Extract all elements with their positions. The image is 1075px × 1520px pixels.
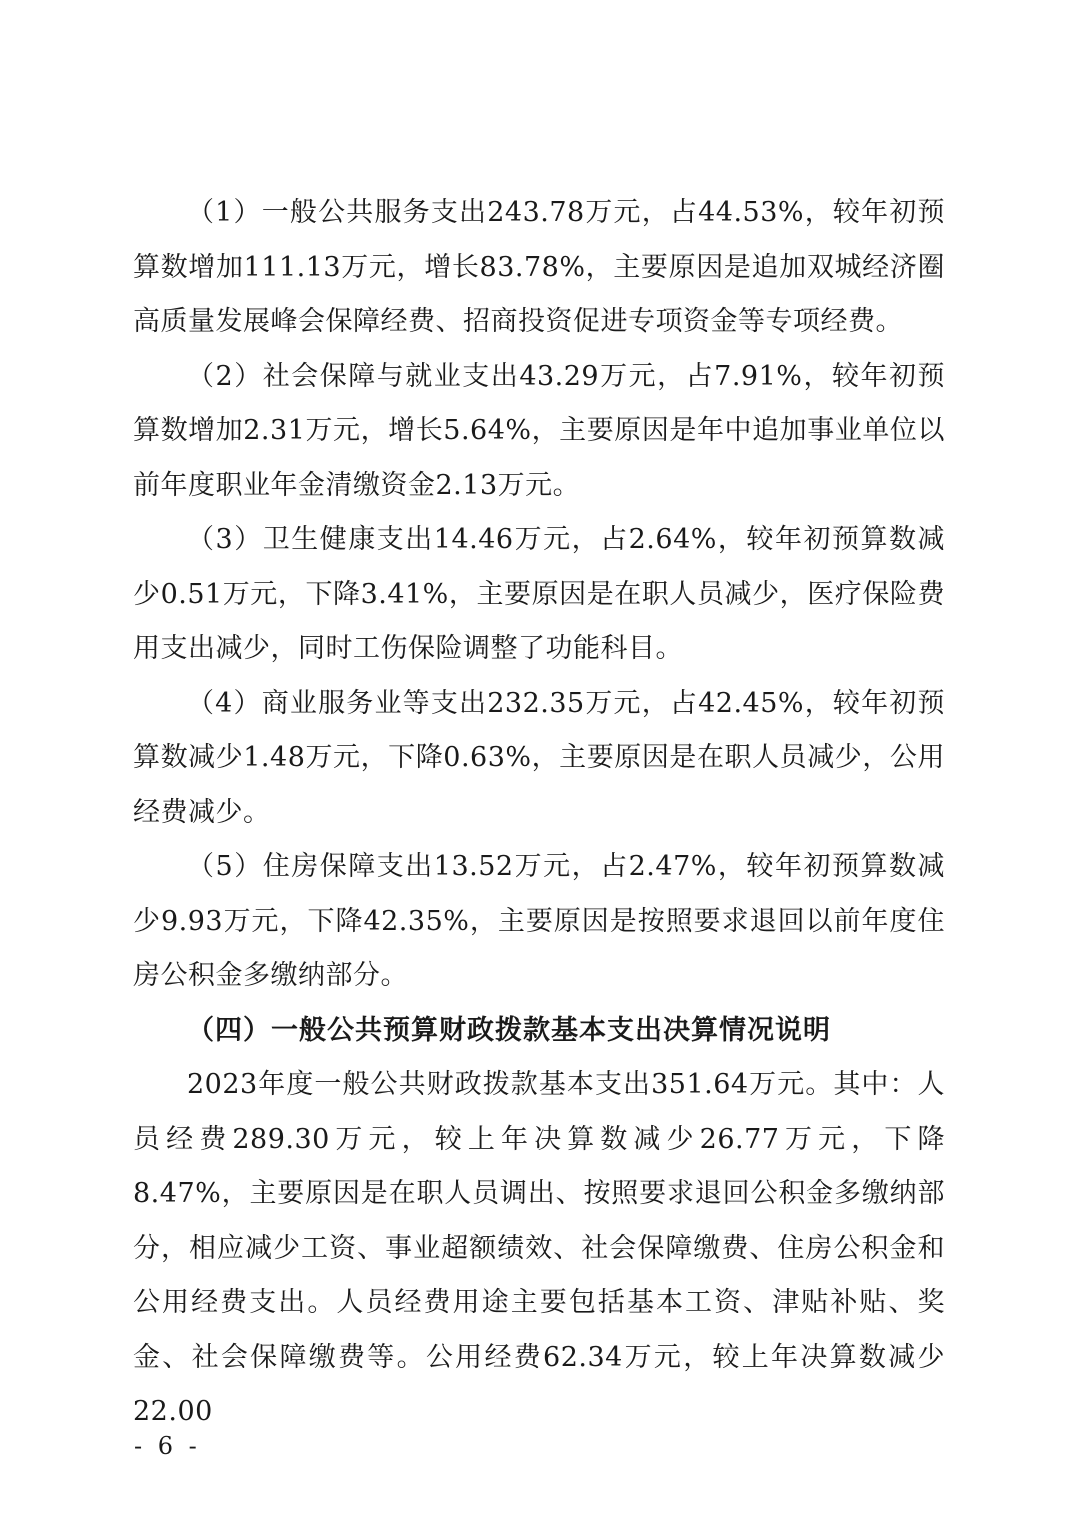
section-heading: （四）一般公共预算财政拨款基本支出决算情况说明 [187,1014,831,1046]
document-body [133,186,945,1440]
paragraph-housing: （5）住房保障支出13.52万元，占2.47%，较年初预算数减少9.93万元，下降42.35%，主要原因是按照要求退回以前年度住房公积金多缴纳部分。 [133,851,945,991]
paragraph-general-public-services: （1）一般公共服务支出243.78万元，占44.53%，较年初预算数增加111.13万元，增长83.78%，主要原因是追加双城经济圈高质量发展峰会保障经费、招商投资促进专项资金等专项经费。 [133,197,945,337]
paragraph-basic-expenditure: 2023年度一般公共财政拨款基本支出351.64万元。其中：人员经费289.30万元，较上年决算数减少26.77万元，下降8.47%，主要原因是在职人员调出、按照要求退回公积金多缴纳部分，相应减少工资、事业超额绩效、社会保障缴费、住房公积金和公用经费支出。人员经费用途主要包括基本工资、津贴补贴、奖金、社会保障缴费等。公用经费62.34万元，较上年决算数减少22.00 [133,1069,945,1427]
paragraph-health: （3）卫生健康支出14.46万元，占2.64%，较年初预算数减少0.51万元，下降3.41%，主要原因是在职人员减少，医疗保险费用支出减少，同时工伤保险调整了功能科目。 [133,524,945,664]
page-number: - 6 - [134,1432,201,1460]
paragraph-social-security: （2）社会保障与就业支出43.29万元，占7.91%，较年初预算数增加2.31万元，增长5.64%，主要原因是年中追加事业单位以前年度职业年金清缴资金2.13万元。 [133,360,945,501]
paragraph-commercial-services: （4）商业服务业等支出232.35万元，占42.45%，较年初预算数减少1.48万元，下降0.63%，主要原因是在职人员减少，公用经费减少。 [133,687,945,828]
